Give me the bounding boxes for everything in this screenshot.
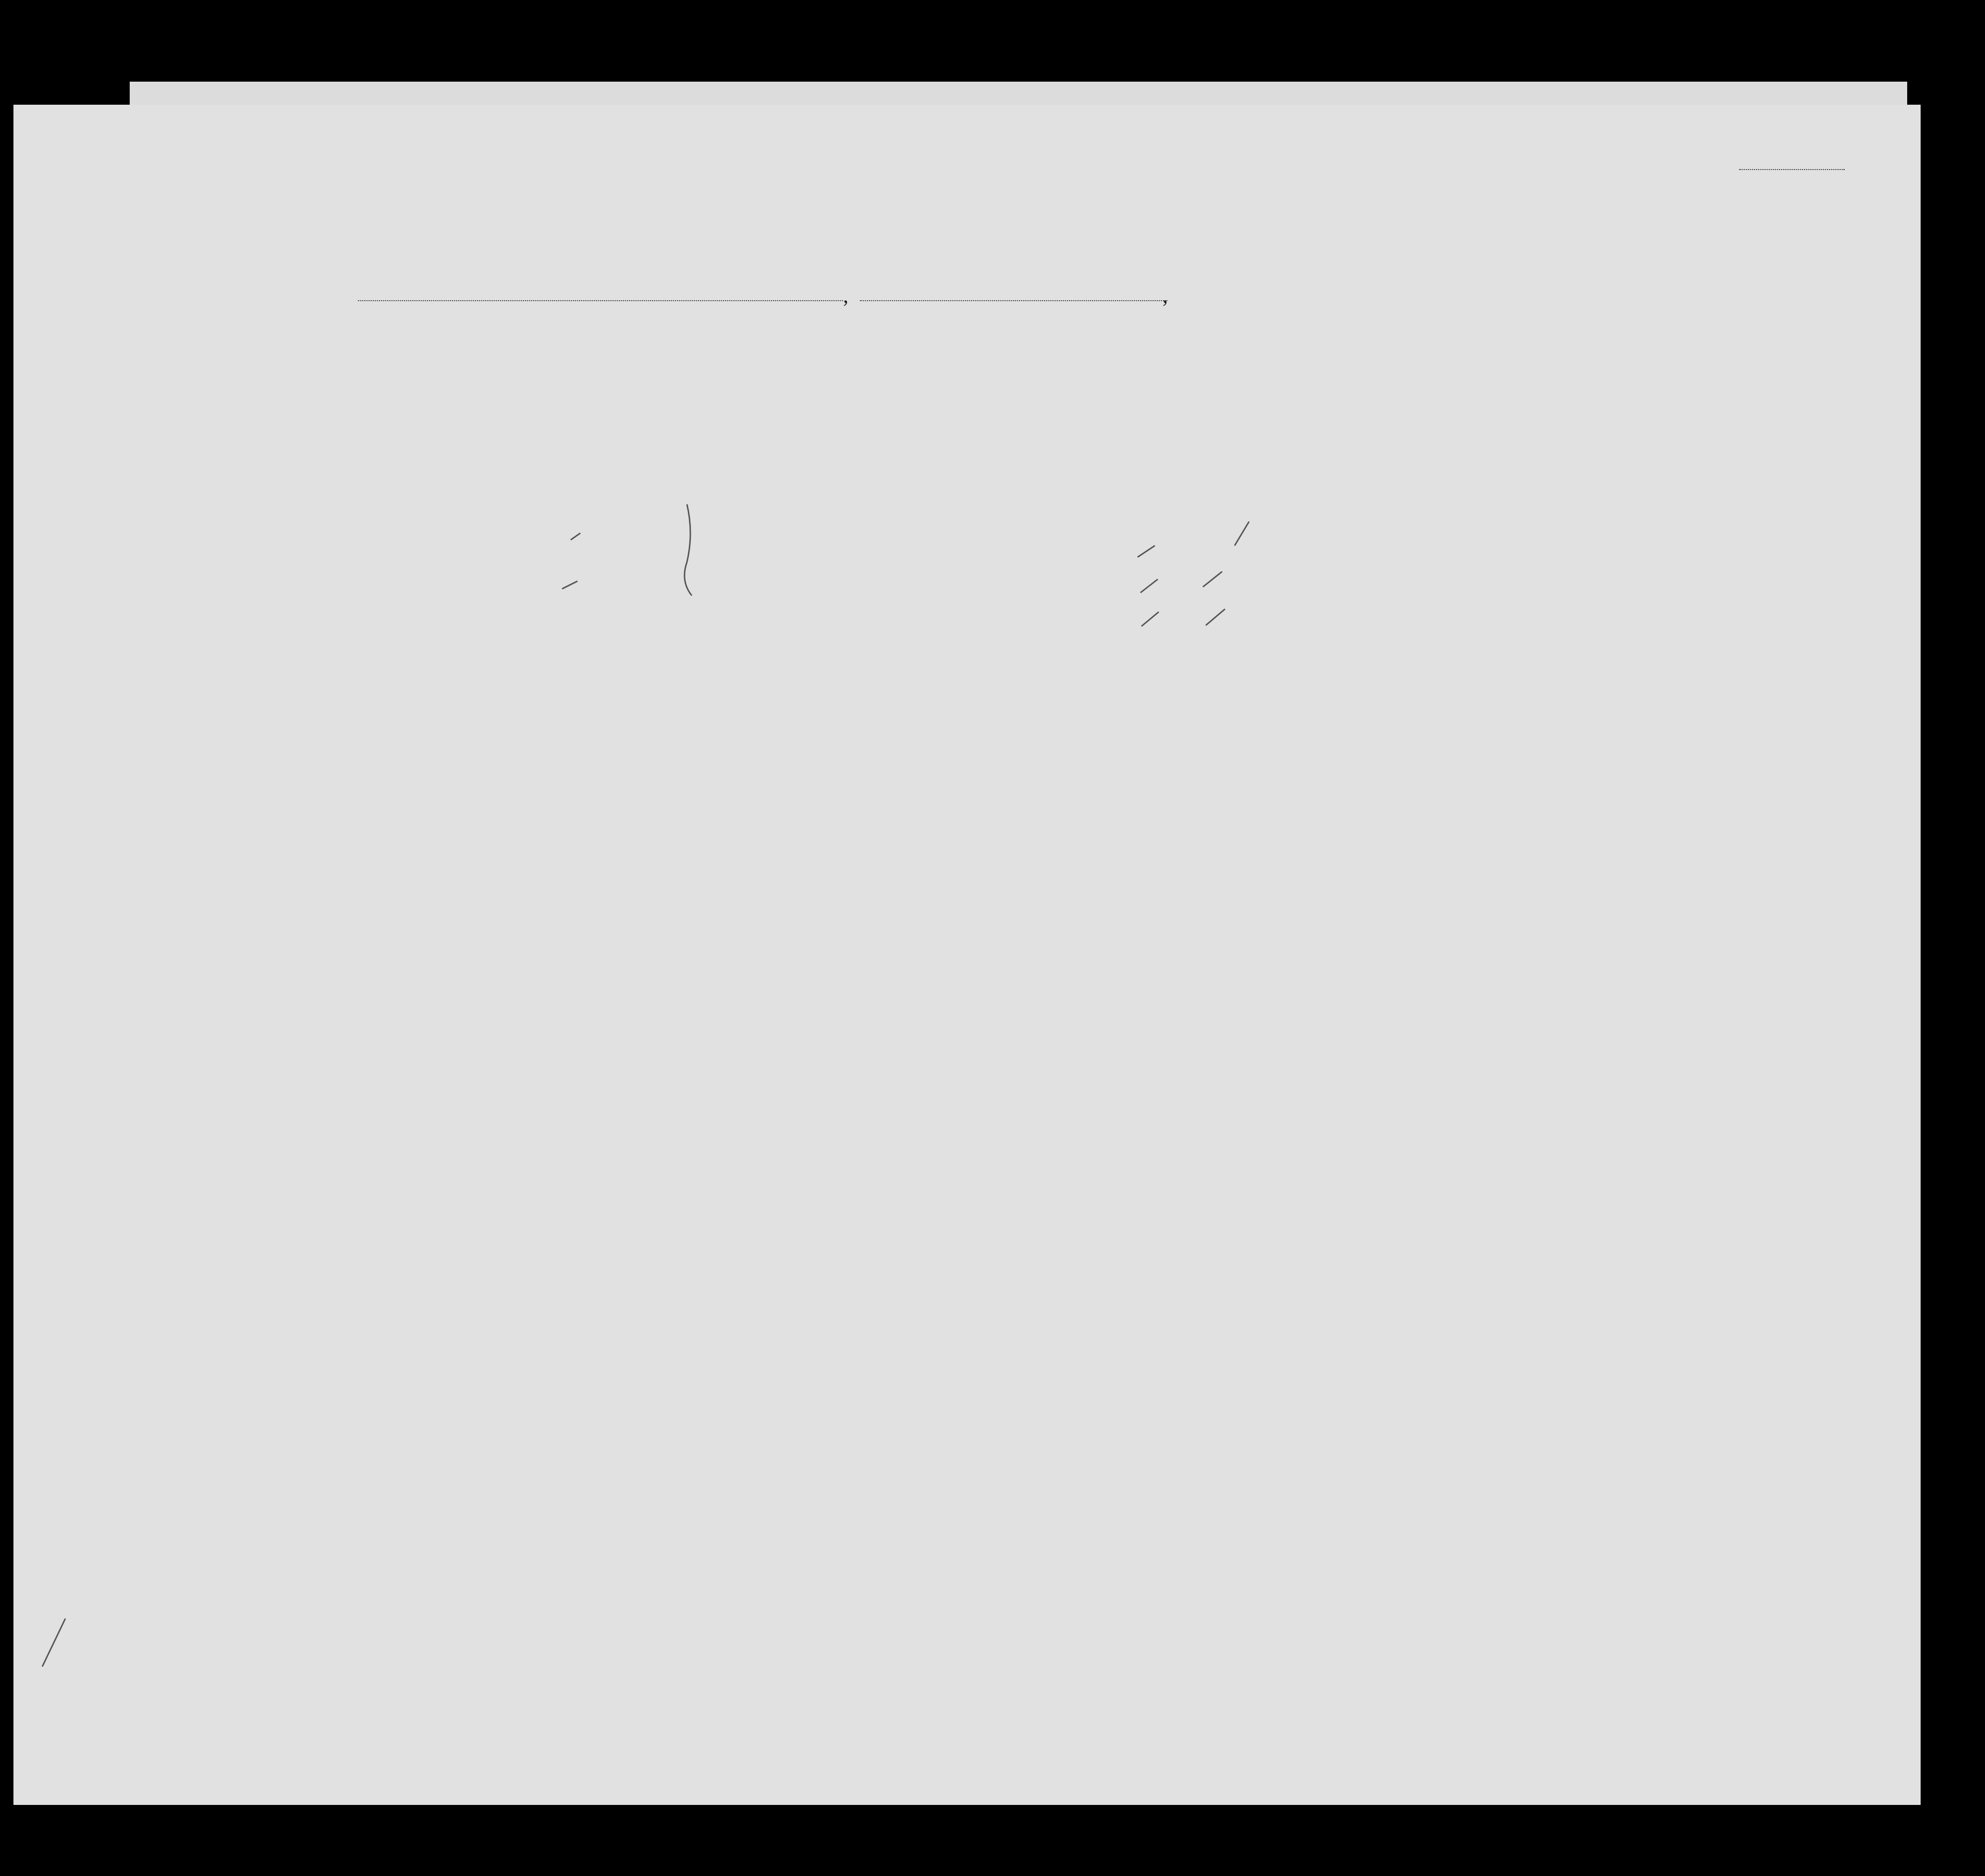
col21-header (700, 360, 729, 485)
date-underline (860, 300, 1167, 301)
col28-header (1336, 365, 1389, 480)
col19-header (580, 360, 609, 485)
comma-2: , (1163, 284, 1168, 307)
manifest-sheet (13, 105, 1921, 1805)
list-number-underline (1739, 169, 1845, 170)
col34-feet (1591, 451, 1612, 485)
col25-header (1254, 365, 1285, 480)
comma-1: , (843, 284, 848, 307)
col34-inches (1613, 439, 1634, 485)
col24-citizen (1220, 389, 1254, 485)
col27-header (1313, 365, 1335, 480)
col31-header (1454, 365, 1475, 480)
col26-header (1289, 365, 1311, 480)
port-underline (358, 300, 843, 301)
col24-length (1182, 389, 1215, 485)
col29-header (1393, 365, 1430, 480)
col30-header (1431, 365, 1452, 480)
col24-return (1142, 389, 1176, 485)
